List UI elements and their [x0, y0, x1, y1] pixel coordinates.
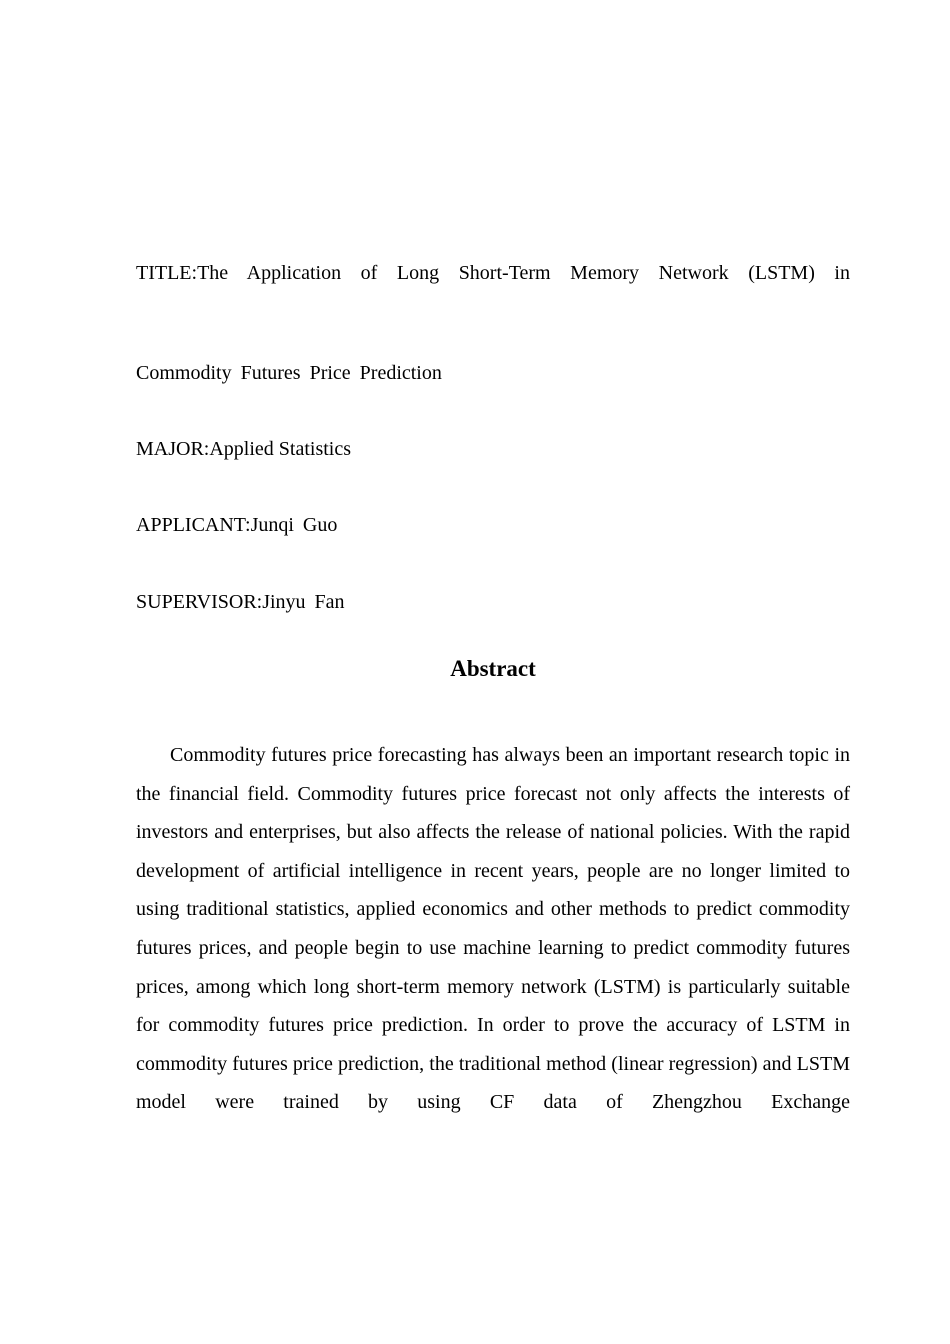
abstract-paragraph: Commodity futures price forecasting has always been an important research topic in the financial field. Commodity futures price forecast not only affects the interests of investors and enterprises, but also affects the release of national policies. With the rapid development of artificial intelligence in recent years, people are no longer limited to using traditional statistics, applied economics and other methods to predict commodity futures prices, and people begin to use machine learning to predict commodity futures prices, among which long short-term memory network (LSTM) is particularly suitable for commodity futures price prediction. In order to prove the accuracy of LSTM in commodity futures price prediction, the traditional method (linear regression) and LSTM model were trained by using CF data of Zhengzhou Exchange — [136, 744, 850, 1114]
abstract-heading: Abstract — [450, 656, 536, 681]
supervisor-line: SUPERVISOR:Jinyu Fan — [136, 591, 345, 613]
applicant-line: APPLICANT:Junqi Guo — [136, 514, 338, 536]
thesis-title-line-2: Commodity Futures Price Prediction — [136, 362, 442, 384]
thesis-title-line-1: TITLE:The Application of Long Short-Term Memory Network (LSTM) in — [136, 262, 850, 284]
major-line: MAJOR:Applied Statistics — [136, 438, 352, 460]
